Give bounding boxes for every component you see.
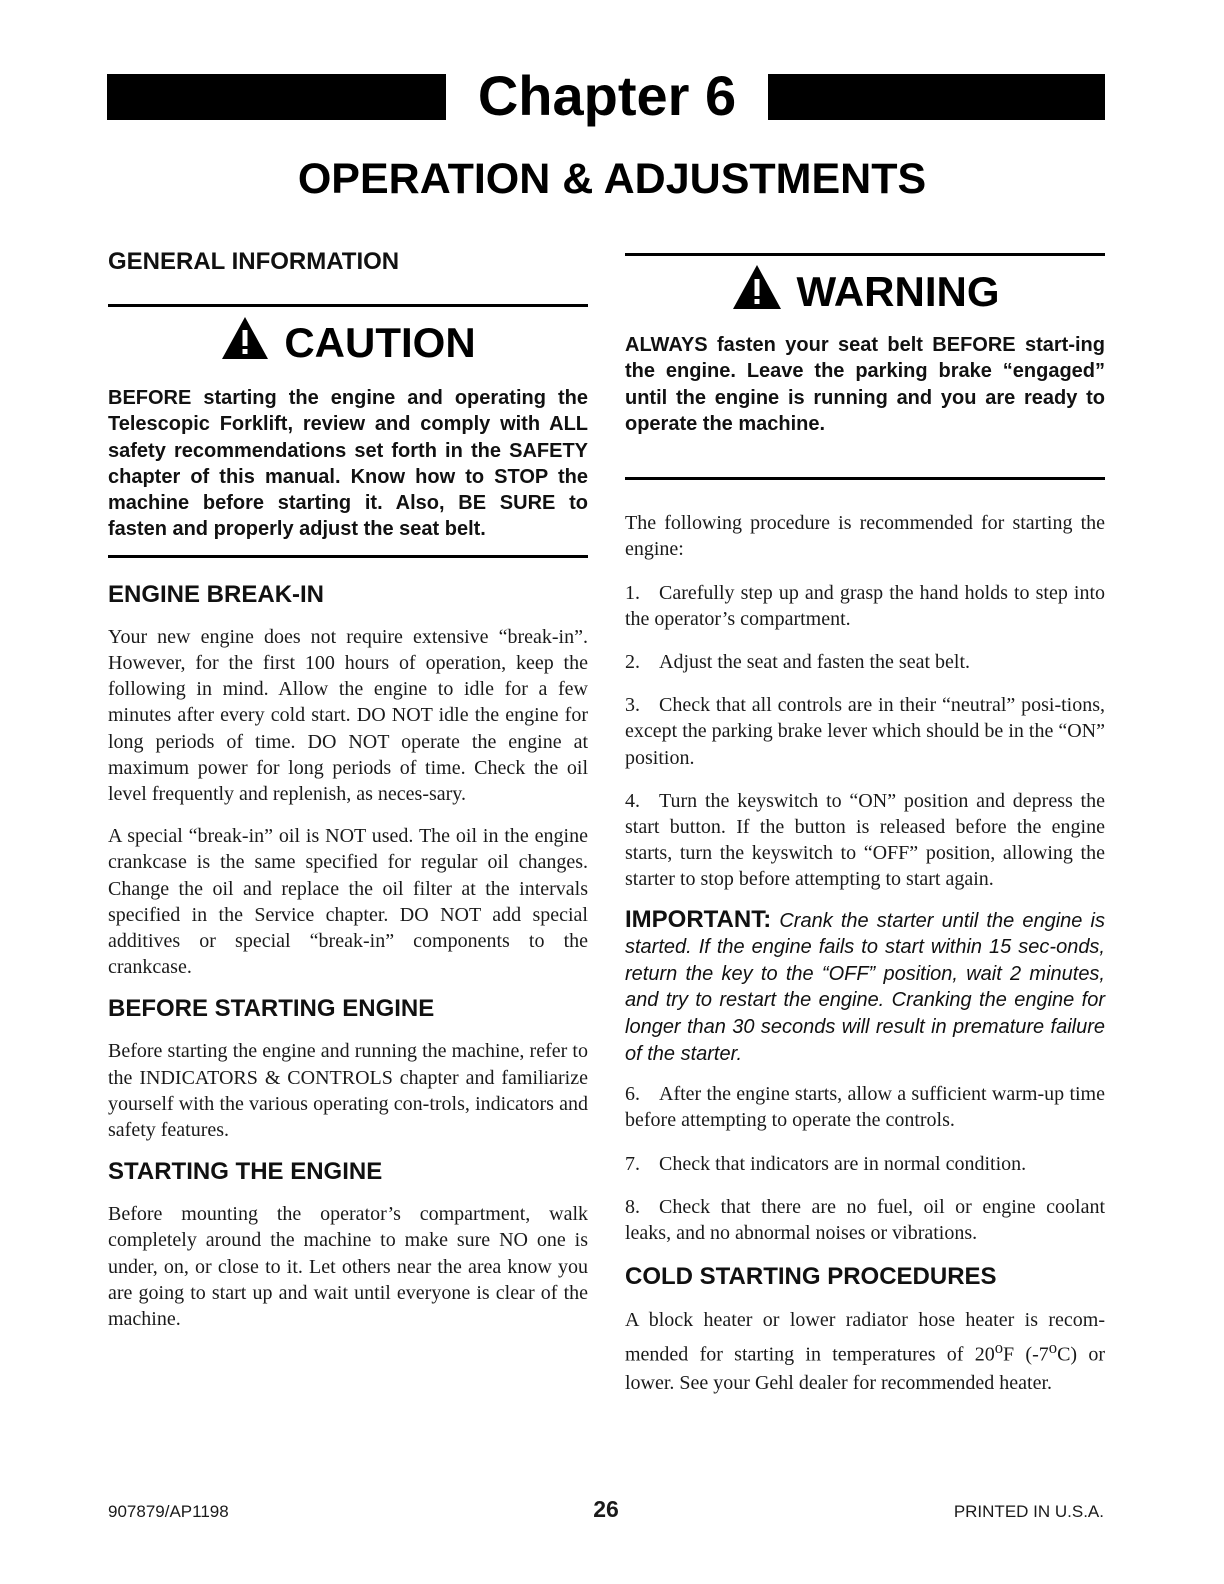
caution-text: BEFORE starting the engine and operating the Telescopic Forklift, review and comply with ALL safety recommendations set forth in the SAFETY chapter of this manual. Know how to STOP the machine before starting it. Also, BE SURE to fasten and properly adjust the seat belt.: [108, 387, 588, 541]
page-number: 26: [593, 1496, 619, 1522]
procedure-step: [625, 1081, 1105, 1133]
page-title: OPERATION & ADJUSTMENTS: [297, 155, 927, 203]
chapter-header: [107, 66, 1105, 126]
cold-starting-heading: COLD STARTING PROCEDURES: [625, 1263, 997, 1291]
step-text: After the engine starts, allow a sufficient warm-up time before attempting to operate the controls.: [625, 1083, 1105, 1132]
procedure-steps-b: [625, 1081, 1105, 1246]
step-text: Adjust the seat and fasten the seat belt.: [659, 651, 971, 673]
degree-mark: o: [1048, 1338, 1058, 1358]
chapter-bar-left: [107, 74, 446, 120]
procedure-step: [625, 1194, 1105, 1246]
cold-text-c: C) or lower. See your Gehl dealer for recommended heater.: [625, 1343, 1105, 1394]
warning-triangle-icon: [731, 263, 797, 321]
procedure-steps-a: [625, 580, 1105, 893]
step-number: 3.: [625, 694, 640, 717]
step-text: Check that all controls are in their “neutral” posi-tions, except the parking brake lever which should be in the “ON” position.: [625, 694, 1105, 769]
cold-text-b: F (-7: [1003, 1343, 1049, 1366]
step-number: 2.: [625, 651, 640, 673]
step-number: 4.: [625, 789, 640, 812]
step-number: 8.: [625, 1195, 640, 1218]
caution-box: [108, 304, 588, 558]
engine-break-in-heading: ENGINE BREAK-IN: [108, 580, 325, 608]
cold-starting-paragraph: [625, 1306, 1105, 1397]
step-text: Turn the keyswitch to “ON” position and depress the start button. If the button is released before the engine starts, turn the keyswitch to “OFF” position, allowing the starter to stop before attempting to start again.: [625, 789, 1105, 891]
chapter-label: Chapter 6: [477, 64, 737, 127]
warning-title: WARNING: [796, 268, 1000, 315]
chapter-bar-right: [768, 74, 1105, 120]
important-note: [625, 907, 1105, 1068]
general-information-heading: GENERAL INFORMATION: [108, 248, 400, 275]
step-number: 6.: [625, 1083, 640, 1106]
document-code: 907879/AP1198: [108, 1502, 229, 1521]
cold-text-a: A block heater or lower radiator hose heater is recom-mended for starting in temperatures of 20: [625, 1309, 1105, 1366]
page-footer: [108, 1496, 1104, 1526]
step-text: Carefully step up and grasp the hand holds to step into the operator’s compartment.: [625, 581, 1105, 630]
warning-text: ALWAYS fasten your seat belt BEFORE start-ing the engine. Leave the parking brake “engaged” until the engine is running and you are ready to operate the machine.: [625, 334, 1105, 435]
before-starting-heading: BEFORE STARTING ENGINE: [108, 995, 435, 1023]
procedure-intro: The following procedure is recommended for starting the engine:: [625, 512, 1105, 561]
starting-engine-heading: STARTING THE ENGINE: [108, 1158, 383, 1186]
caution-title: CAUTION: [284, 319, 476, 366]
starting-engine-paragraph: Before mounting the operator’s compartment, walk completely around the machine to make sure NO one is under, on, or close to it. Let others near the area know you are going to start up and wait until everyone is clear of the machine.: [108, 1203, 588, 1331]
warning-triangle-icon: [220, 315, 284, 371]
right-column: [625, 253, 1105, 1397]
warning-box: [625, 253, 1105, 480]
before-starting-paragraph: Before starting the engine and running the machine, refer to the INDICATORS & CONTROLS chapter and familiarize yourself with the various operating con-trols, indicators and safety features.: [108, 1040, 588, 1142]
important-label: IMPORTANT:: [625, 905, 772, 933]
important-text: Crank the starter until the engine is started. If the engine fails to start within 15 sec-onds, return the key to the “OFF” position, wait 2 minutes, and try to restart the engine. Cranking the engine for longer than 30 seconds will result in premature failure of the starter.: [625, 909, 1105, 1065]
caution-header: [108, 317, 588, 369]
warning-header: [625, 264, 1105, 320]
step-number: 7.: [625, 1152, 640, 1175]
step-text: Check that there are no fuel, oil or engine coolant leaks, and no abnormal noises or vibrations.: [625, 1195, 1105, 1244]
break-in-paragraph-1: Your new engine does not require extensive “break-in”. However, for the first 100 hours of operation, keep the following in mind. Allow the engine to idle for a few minutes after every cold start. DO NOT idle the engine for long periods of time. DO NOT operate the engine at maximum power for long periods of time. Check the oil level frequently and replenish, as neces-sary.: [108, 625, 588, 805]
break-in-paragraph-2: A special “break-in” oil is NOT used. The oil in the engine crankcase is the same specified for regular oil changes. Change the oil and replace the oil filter at the intervals specified in the Service chapter. DO NOT add special additives or special “break-in” components to the crankcase.: [108, 825, 588, 979]
step-text: Check that indicators are in normal condition.: [659, 1152, 1027, 1175]
procedure-step: [625, 788, 1105, 893]
left-column: [108, 247, 588, 1332]
procedure-step: [625, 1151, 1105, 1177]
step-number: 1.: [625, 581, 640, 604]
degree-mark: o: [994, 1338, 1004, 1358]
procedure-step: [625, 692, 1105, 771]
procedure-step: [625, 649, 1105, 675]
printed-notice: PRINTED IN U.S.A.: [953, 1502, 1104, 1521]
procedure-step: [625, 580, 1105, 632]
